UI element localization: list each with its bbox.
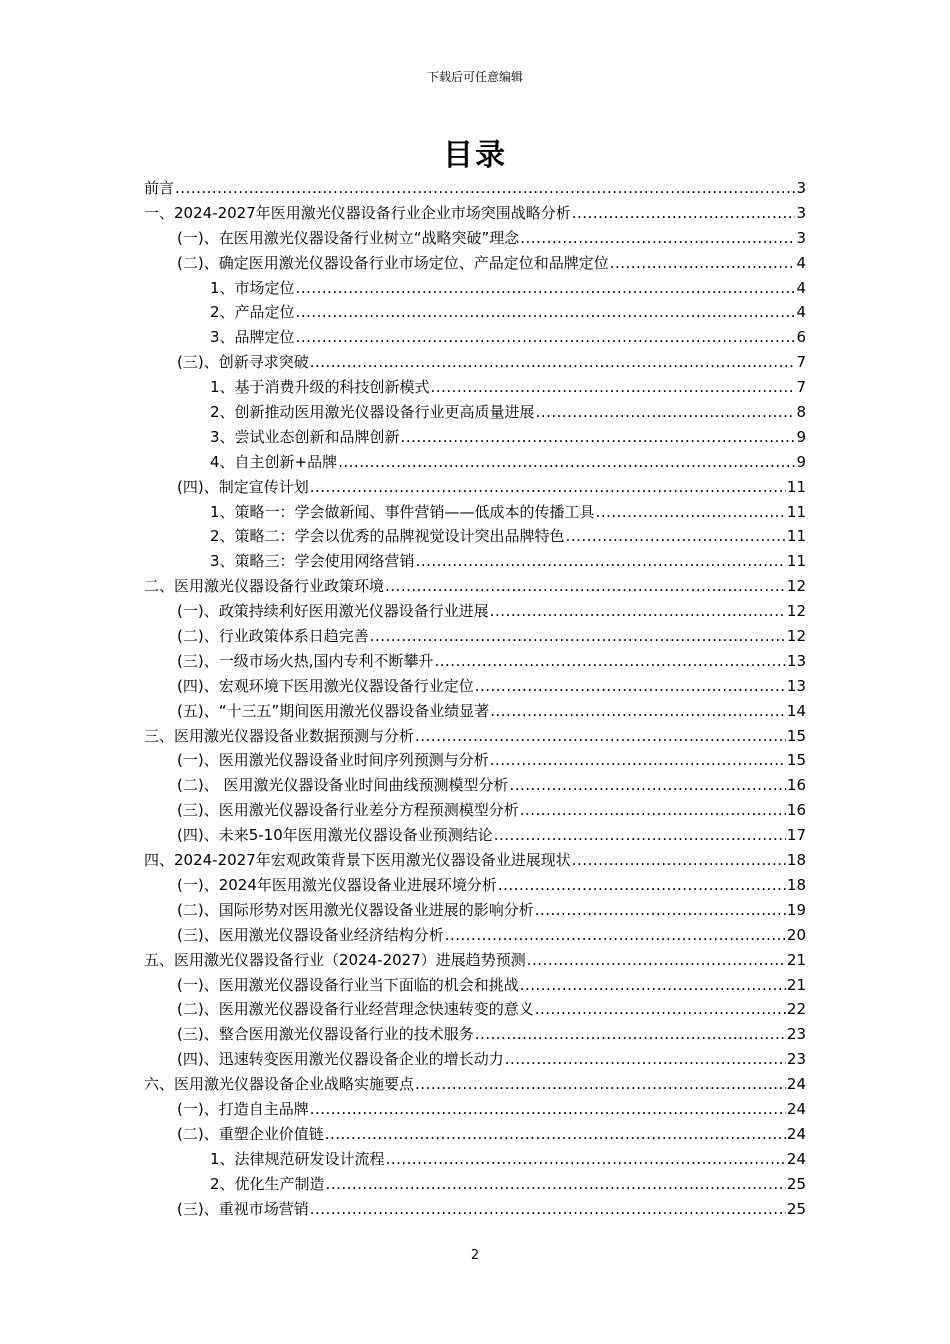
- toc-entry-label: 2、策略二：学会以优秀的品牌视觉设计突出品牌特色: [210, 527, 565, 546]
- toc-leader-dots: [310, 475, 786, 500]
- toc-leader-dots: [475, 1022, 786, 1047]
- toc-entry-page: 22: [786, 1000, 806, 1019]
- toc-entry-label: 1、策略一：学会做新闻、事件营销——低成本的传播工具: [210, 502, 595, 521]
- toc-entry[interactable]: [144, 500, 806, 525]
- toc-entry-page: 17: [786, 826, 806, 845]
- toc-entry[interactable]: [144, 873, 806, 898]
- toc-entry-page: 4: [796, 253, 806, 272]
- toc-leader-dots: [566, 524, 786, 549]
- toc-entry[interactable]: [144, 475, 806, 500]
- toc-entry-page: 24: [786, 1075, 806, 1094]
- toc-entry[interactable]: [144, 973, 806, 998]
- toc-leader-dots: [370, 624, 786, 649]
- toc-leader-dots: [326, 1172, 786, 1197]
- toc-entry-label: (五)、“十三五”期间医用激光仪器设备业绩显著: [177, 701, 490, 720]
- toc-leader-dots: [475, 674, 786, 699]
- toc-leader-dots: [494, 823, 786, 848]
- toc-entry-page: 12: [786, 602, 806, 621]
- toc-entry-page: 3: [796, 179, 806, 197]
- toc-entry-page: 8: [796, 403, 806, 422]
- toc-entry[interactable]: [144, 599, 806, 624]
- toc-entry-page: 3: [796, 228, 806, 247]
- toc-entry-label: 四、2024-2027年宏观政策背景下医用激光仪器设备业进展现状: [144, 851, 571, 870]
- toc-entry[interactable]: [144, 724, 806, 749]
- toc-entry[interactable]: [144, 1147, 806, 1172]
- toc-entry-label: (四)、宏观环境下医用激光仪器设备行业定位: [177, 676, 474, 695]
- toc-entry-page: 13: [786, 651, 806, 670]
- toc-leader-dots: [572, 848, 786, 873]
- toc-entry-label: (一)、2024年医用激光仪器设备业进展环境分析: [177, 875, 497, 894]
- toc-entry[interactable]: [144, 748, 806, 773]
- toc-entry-page: 15: [786, 726, 806, 745]
- toc-entry-label: 2、优化生产制造: [210, 1174, 325, 1193]
- toc-leader-dots: [572, 201, 796, 226]
- toc-entry[interactable]: [144, 325, 806, 350]
- toc-entry-label: (三)、一级市场火热,国内专利不断攀升: [177, 651, 434, 670]
- toc-entry-page: 23: [786, 1050, 806, 1069]
- toc-entry-label: (二)、重塑企业价值链: [177, 1124, 324, 1143]
- toc-entry-label: (三)、创新寻求突破: [177, 353, 309, 372]
- toc-entry-label: (一)、打造自主品牌: [177, 1099, 309, 1118]
- table-of-contents: [144, 176, 806, 1221]
- toc-entry-label: (一)、在医用激光仪器设备行业树立“战略突破”理念: [177, 228, 520, 247]
- toc-leader-dots: [385, 574, 786, 599]
- toc-entry-page: 18: [786, 851, 806, 870]
- toc-entry[interactable]: [144, 898, 806, 923]
- toc-entry[interactable]: [144, 624, 806, 649]
- toc-entry[interactable]: [144, 773, 806, 798]
- toc-entry-page: 23: [786, 1025, 806, 1044]
- toc-entry[interactable]: [144, 251, 806, 276]
- toc-entry-page: 24: [786, 1099, 806, 1118]
- toc-entry-label: 1、基于消费升级的科技创新模式: [210, 378, 430, 397]
- toc-entry-page: 7: [796, 378, 806, 397]
- toc-entry-page: 14: [786, 701, 806, 720]
- toc-leader-dots: [610, 251, 796, 276]
- toc-entry[interactable]: [144, 1072, 806, 1097]
- toc-entry[interactable]: [144, 699, 806, 724]
- toc-entry[interactable]: [144, 176, 806, 201]
- toc-entry-page: 25: [786, 1174, 806, 1193]
- toc-leader-dots: [296, 300, 796, 325]
- toc-entry-label: 2、创新推动医用激光仪器设备行业更高质量进展: [210, 403, 535, 422]
- toc-entry[interactable]: [144, 524, 806, 549]
- toc-entry-page: 4: [796, 278, 806, 297]
- toc-leader-dots: [386, 1147, 786, 1172]
- toc-entry-label: 一、2024-2027年医用激光仪器设备行业企业市场突围战略分析: [144, 203, 571, 222]
- toc-entry-label: (一)、医用激光仪器设备业时间序列预测与分析: [177, 751, 489, 770]
- toc-entry-page: 12: [786, 627, 806, 646]
- toc-entry-page: 11: [786, 502, 806, 521]
- toc-leader-dots: [509, 773, 785, 798]
- toc-leader-dots: [434, 649, 785, 674]
- toc-entry-label: (一)、医用激光仪器设备行业当下面临的机会和挑战: [177, 975, 519, 994]
- toc-entry-label: (四)、制定宣传计划: [177, 477, 309, 496]
- toc-leader-dots: [490, 699, 786, 724]
- toc-leader-dots: [415, 1072, 786, 1097]
- toc-entry-label: 二、医用激光仪器设备行业政策环境: [144, 577, 385, 596]
- toc-entry[interactable]: [144, 226, 806, 251]
- toc-leader-dots: [527, 948, 786, 973]
- toc-entry-page: 9: [796, 427, 806, 446]
- toc-entry[interactable]: [144, 1022, 806, 1047]
- toc-entry-page: 11: [786, 527, 806, 546]
- toc-entry[interactable]: [144, 350, 806, 375]
- toc-leader-dots: [310, 1197, 786, 1222]
- toc-entry[interactable]: [144, 276, 806, 301]
- toc-entry-page: 6: [796, 328, 806, 347]
- toc-leader-dots: [325, 1122, 786, 1147]
- toc-entry[interactable]: [144, 923, 806, 948]
- toc-entry-label: (二)、 医用激光仪器设备业时间曲线预测模型分析: [177, 776, 509, 795]
- toc-entry-label: 3、品牌定位: [210, 328, 295, 347]
- toc-leader-dots: [535, 997, 786, 1022]
- toc-leader-dots: [415, 724, 786, 749]
- toc-entry[interactable]: [144, 1197, 806, 1222]
- toc-entry-page: 16: [786, 801, 806, 820]
- toc-entry-page: 21: [786, 950, 806, 969]
- toc-entry-label: (三)、医用激光仪器设备行业差分方程预测模型分析: [177, 801, 519, 820]
- toc-entry-label: 4、自主创新+品牌: [210, 452, 338, 471]
- toc-entry[interactable]: [144, 450, 806, 475]
- toc-entry-label: (三)、医用激光仪器设备业经济结构分析: [177, 925, 444, 944]
- toc-entry-page: 19: [786, 900, 806, 919]
- toc-leader-dots: [505, 1047, 786, 1072]
- toc-entry-page: 25: [786, 1199, 806, 1218]
- toc-entry-page: 11: [786, 552, 806, 571]
- toc-leader-dots: [296, 276, 796, 301]
- toc-entry-page: 24: [786, 1149, 806, 1168]
- toc-entry-label: (二)、确定医用激光仪器设备行业市场定位、产品定位和品牌定位: [177, 253, 609, 272]
- toc-entry-label: (二)、医用激光仪器设备行业经营理念快速转变的意义: [177, 1000, 534, 1019]
- toc-entry-page: 20: [786, 925, 806, 944]
- toc-entry-label: (二)、行业政策体系日趋完善: [177, 627, 369, 646]
- toc-entry-label: 五、医用激光仪器设备行业（2024-2027）进展趋势预测: [144, 950, 526, 969]
- toc-entry[interactable]: [144, 848, 806, 873]
- toc-entry[interactable]: [144, 375, 806, 400]
- toc-leader-dots: [536, 400, 796, 425]
- toc-leader-dots: [535, 898, 786, 923]
- toc-entry[interactable]: [144, 574, 806, 599]
- toc-entry[interactable]: [144, 948, 806, 973]
- toc-entry-label: 2、产品定位: [210, 303, 295, 322]
- toc-leader-dots: [431, 375, 796, 400]
- toc-entry-label: 前言: [144, 179, 175, 197]
- toc-entry[interactable]: [144, 549, 806, 574]
- toc-entry-label: 3、策略三：学会使用网络营销: [210, 552, 415, 571]
- toc-entry-label: 1、法律规范研发设计流程: [210, 1149, 385, 1168]
- toc-entry-page: 13: [786, 676, 806, 695]
- toc-entry-page: 18: [786, 875, 806, 894]
- toc-entry[interactable]: [144, 1097, 806, 1122]
- toc-entry-label: 1、市场定位: [210, 278, 295, 297]
- toc-entry-label: (四)、未来5-10年医用激光仪器设备业预测结论: [177, 826, 493, 845]
- toc-leader-dots: [490, 748, 786, 773]
- toc-leader-dots: [401, 425, 796, 450]
- toc-leader-dots: [445, 923, 786, 948]
- toc-entry-page: 16: [786, 776, 806, 795]
- toc-entry-label: (三)、重视市场营销: [177, 1199, 309, 1218]
- toc-leader-dots: [498, 873, 786, 898]
- toc-entry-page: 24: [786, 1124, 806, 1143]
- toc-entry-page: 11: [786, 477, 806, 496]
- toc-leader-dots: [338, 450, 795, 475]
- toc-entry-label: 三、医用激光仪器设备业数据预测与分析: [144, 726, 415, 745]
- toc-leader-dots: [520, 798, 786, 823]
- toc-entry[interactable]: [144, 1122, 806, 1147]
- toc-leader-dots: [175, 176, 795, 201]
- toc-entry[interactable]: [144, 674, 806, 699]
- toc-entry-page: 7: [796, 353, 806, 372]
- toc-entry-page: 9: [796, 452, 806, 471]
- page-title: 目录: [443, 138, 507, 173]
- toc-entry[interactable]: [144, 400, 806, 425]
- toc-entry-label: (二)、国际形势对医用激光仪器设备业进展的影响分析: [177, 900, 534, 919]
- page-number: 2: [470, 1248, 480, 1263]
- toc-entry-page: 21: [786, 975, 806, 994]
- toc-leader-dots: [520, 226, 795, 251]
- toc-leader-dots: [520, 973, 786, 998]
- header-note: 下载后可任意编辑: [426, 70, 523, 84]
- toc-entry[interactable]: [144, 201, 806, 226]
- toc-entry-page: 4: [796, 303, 806, 322]
- toc-leader-dots: [596, 500, 786, 525]
- toc-entry-label: (四)、迅速转变医用激光仪器设备企业的增长动力: [177, 1050, 504, 1069]
- toc-entry-label: 3、尝试业态创新和品牌创新: [210, 427, 400, 446]
- toc-entry[interactable]: [144, 823, 806, 848]
- toc-leader-dots: [416, 549, 786, 574]
- toc-entry[interactable]: [144, 798, 806, 823]
- toc-leader-dots: [310, 350, 796, 375]
- toc-entry-page: 15: [786, 751, 806, 770]
- toc-entry[interactable]: [144, 1047, 806, 1072]
- toc-entry-label: 六、医用激光仪器设备企业战略实施要点: [144, 1075, 415, 1094]
- toc-leader-dots: [490, 599, 786, 624]
- toc-entry-label: (三)、整合医用激光仪器设备行业的技术服务: [177, 1025, 474, 1044]
- toc-entry[interactable]: [144, 1172, 806, 1197]
- toc-entry-page: 12: [786, 577, 806, 596]
- toc-entry[interactable]: [144, 300, 806, 325]
- toc-entry-page: 3: [796, 203, 806, 222]
- toc-entry[interactable]: [144, 997, 806, 1022]
- toc-leader-dots: [296, 325, 796, 350]
- toc-leader-dots: [310, 1097, 786, 1122]
- toc-entry[interactable]: [144, 649, 806, 674]
- toc-entry[interactable]: [144, 425, 806, 450]
- toc-entry-label: (一)、政策持续利好医用激光仪器设备行业进展: [177, 602, 489, 621]
